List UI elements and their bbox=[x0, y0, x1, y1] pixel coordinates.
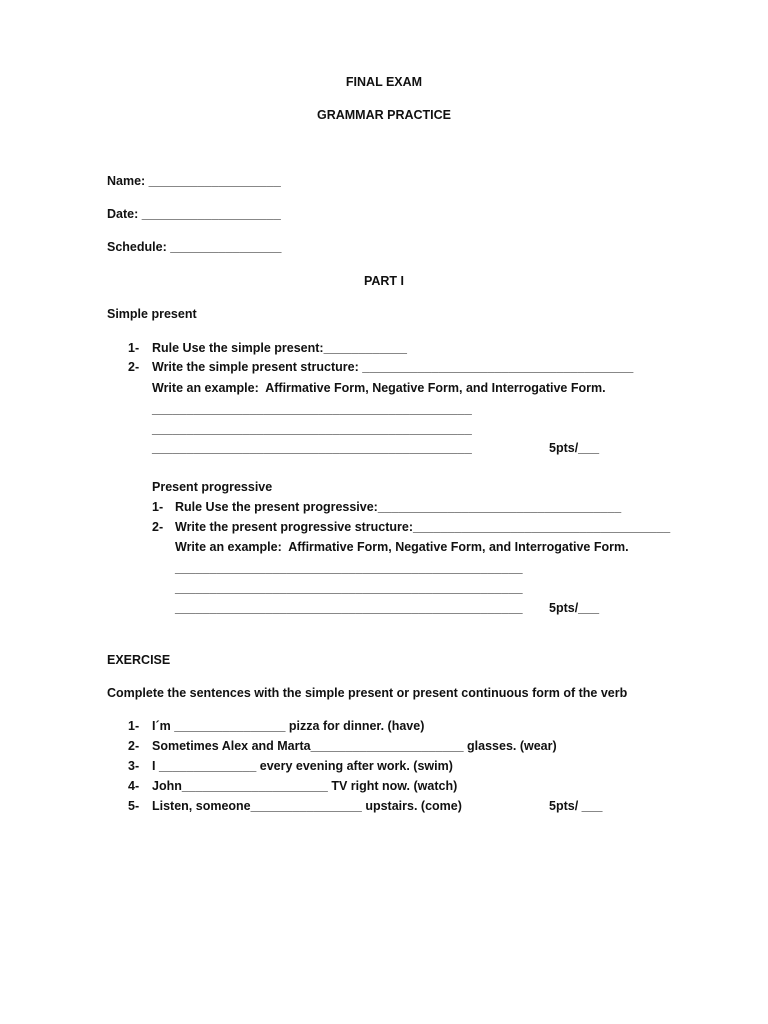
exercise-sentence: Sometimes Alex and Marta______________________ glasses. (wear) bbox=[152, 739, 557, 753]
simple-present-rule: Rule Use the simple present:____________ bbox=[152, 341, 407, 355]
item-number: 2- bbox=[128, 360, 140, 374]
present-progressive-structure: Write the present progressive structure:_____________________________________ bbox=[175, 520, 671, 534]
item-number: 1- bbox=[152, 500, 164, 514]
exercise-sentence: I ______________ every evening after work. (swim) bbox=[152, 759, 453, 773]
present-progressive-rule: Rule Use the present progressive:___________________________________ bbox=[175, 500, 622, 514]
exercise-sentence: I´m ________________ pizza for dinner. (have) bbox=[152, 719, 425, 733]
answer-line: ______________________________________________ bbox=[152, 422, 472, 436]
simple-present-heading: Simple present bbox=[107, 307, 197, 321]
points-score: 5pts/___ bbox=[549, 441, 600, 455]
points-score: 5pts/ ___ bbox=[549, 799, 603, 813]
answer-line: ______________________________________________ bbox=[152, 402, 472, 416]
part-heading: PART I bbox=[363, 274, 405, 288]
present-progressive-example-prompt: Write an example: Affirmative Form, Negative Form, and Interrogative Form. bbox=[175, 540, 629, 554]
name-field: Name: ___________________ bbox=[107, 174, 281, 188]
item-number: 2- bbox=[152, 520, 164, 534]
present-progressive-heading: Present progressive bbox=[152, 480, 273, 494]
item-number: 4- bbox=[128, 779, 140, 793]
points-score: 5pts/___ bbox=[549, 601, 600, 615]
exam-subtitle: GRAMMAR PRACTICE bbox=[316, 108, 452, 122]
answer-line: __________________________________________________ bbox=[175, 561, 523, 575]
item-number: 5- bbox=[128, 799, 140, 813]
exercise-sentence: John_____________________ TV right now. (watch) bbox=[152, 779, 458, 793]
item-number: 3- bbox=[128, 759, 140, 773]
exercise-sentence: Listen, someone________________ upstairs. (come) bbox=[152, 799, 462, 813]
item-number: 1- bbox=[128, 719, 140, 733]
exercise-instruction: Complete the sentences with the simple present or present continuous form of the verb bbox=[107, 686, 628, 700]
answer-line: __________________________________________________ bbox=[175, 601, 523, 615]
simple-present-example-prompt: Write an example: Affirmative Form, Negative Form, and Interrogative Form. bbox=[152, 381, 606, 395]
answer-line: __________________________________________________ bbox=[175, 581, 523, 595]
answer-line: ______________________________________________ bbox=[152, 441, 472, 455]
simple-present-structure: Write the simple present structure: _______________________________________ bbox=[152, 360, 634, 374]
exam-title: FINAL EXAM bbox=[345, 75, 423, 89]
date-field: Date: ____________________ bbox=[107, 207, 281, 221]
exercise-heading: EXERCISE bbox=[107, 653, 171, 667]
item-number: 2- bbox=[128, 739, 140, 753]
item-number: 1- bbox=[128, 341, 140, 355]
schedule-field: Schedule: ________________ bbox=[107, 240, 282, 254]
